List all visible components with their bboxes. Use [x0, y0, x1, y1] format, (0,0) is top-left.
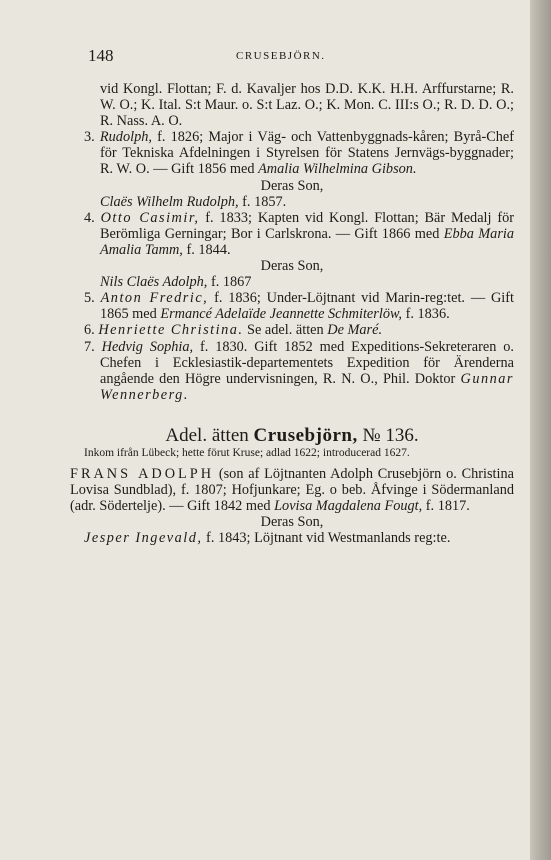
page-edge — [530, 0, 551, 860]
entry-5-text: f. 1836; Under-Löjtnant vid Marin-reg:tet. — Gift 1865 med — [100, 290, 514, 323]
entry-3-number: 3. — [84, 129, 95, 146]
entry-6-number: 6. — [84, 322, 95, 339]
entry-7-name: Hedvig Sophia, — [101, 338, 194, 355]
entry-4-son-name: Nils Claës Adolph, — [100, 274, 208, 291]
family-title-name: Crusebjörn, — [253, 424, 358, 446]
entry-3-son-label: Deras Son, — [260, 177, 324, 194]
entry-4-wife-year: f. 1844. — [182, 241, 231, 258]
family-title — [70, 425, 514, 447]
frans-son-label: Deras Son, — [260, 514, 324, 531]
family-title-number: № 136. — [357, 424, 419, 446]
entry-3-son-name: Claës Wilhelm Rudolph, — [100, 193, 239, 210]
entry-5 — [70, 290, 514, 322]
entry-6-ref: De Maré. — [327, 322, 383, 339]
entry-7-husband: Gunnar Wennerberg. — [100, 370, 514, 403]
frans-wife-year: f. 1817. — [422, 498, 470, 515]
page-text — [70, 81, 514, 546]
entry-4-son — [70, 274, 514, 290]
entry-7-number: 7. — [84, 338, 95, 355]
frans-son-name: Jesper Ingevald, — [84, 530, 203, 547]
page-number: 148 — [88, 46, 114, 65]
running-head: CRUSEBJÖRN. — [236, 50, 326, 62]
entry-6-text: Se adel. ätten — [243, 322, 328, 339]
entry-6 — [70, 322, 514, 338]
entry-6-name: Henriette Christina. — [98, 322, 244, 339]
entry-3 — [70, 129, 514, 177]
entry-5-wife-year: f. 1836. — [402, 306, 450, 323]
entry-5-name: Anton Fredric, — [100, 290, 209, 307]
entry-3-text: f. 1826; Major i Väg- och Vattenbyggnads-kåren; Byrå-Chef för Tekniska Afdelningen i Styrelsen för Statens Jernvägs-byggnader; R. W. O. — Gift 1856 med — [100, 129, 515, 178]
frans-text: (son af Löjtnanten Adolph Crusebjörn o. Christina Lovisa Sundblad), f. 1807; Hofjunkare; Eg. o beb. Åfvinge i Södermanland (adr. Södertelje). — Gift 1842 med — [70, 465, 515, 515]
entry-3-son-year: f. 1857. — [238, 193, 287, 210]
entry-4-text: f. 1833; Kapten vid Kongl. Flottan; Bär Medalj för Berömliga Gerningar; Bor i Carlskrona. — Gift 1866 med — [100, 209, 515, 242]
entry-4-wife: Ebba Maria Amalia Tamm, — [100, 225, 515, 258]
entry-3-son — [70, 194, 514, 210]
entry-5-wife: Ermancé Adelaïde Jeannette Schmiterlöw, — [160, 306, 403, 323]
frans-name: FRANS ADOLPH — [70, 465, 215, 482]
entry-4-number: 4. — [84, 209, 95, 226]
frans-entry — [70, 466, 514, 514]
frans-son-text: f. 1843; Löjtnant vid Westmanlands reg:te. — [202, 530, 451, 547]
frans-son — [70, 530, 514, 546]
entry-5-number: 5. — [84, 290, 95, 307]
page-header — [88, 46, 498, 66]
frans-wife: Lovisa Magdalena Fougt, — [274, 498, 423, 515]
family-origin: Inkom ifrån Lübeck; hette förut Kruse; adlad 1622; introducerad 1627. — [84, 446, 410, 459]
entry-4 — [70, 210, 514, 258]
entry-4-son-label: Deras Son, — [260, 258, 324, 275]
entry-2-continuation: vid Kongl. Flottan; F. d. Kavaljer hos D.D. K.K. H.H. Arffurstarne; R. W. O.; K. Ital. S:t Maur. o. S:t Laz. O.; K. Mon. C. III:s O.; R. D. D. O.; R. Nass. A. O. — [100, 81, 514, 130]
entry-4-son-year: f. 1867 — [207, 274, 252, 291]
entry-4-name: Otto Casimir, — [100, 209, 200, 226]
entry-3-name: Rudolph, — [99, 129, 152, 146]
entry-7 — [70, 339, 514, 403]
entry-7-text: f. 1830. Gift 1852 med Expeditions-Sekreteraren o. Chefen i Ecklesiastik-departementets Expedition för Ärenderna angående den Högre undervisningen, R. N. O., Phil. Doktor — [100, 338, 515, 387]
entry-3-wife: Amalia Wilhelmina Gibson. — [258, 161, 417, 178]
family-title-prefix: Adel. ätten — [165, 424, 254, 446]
